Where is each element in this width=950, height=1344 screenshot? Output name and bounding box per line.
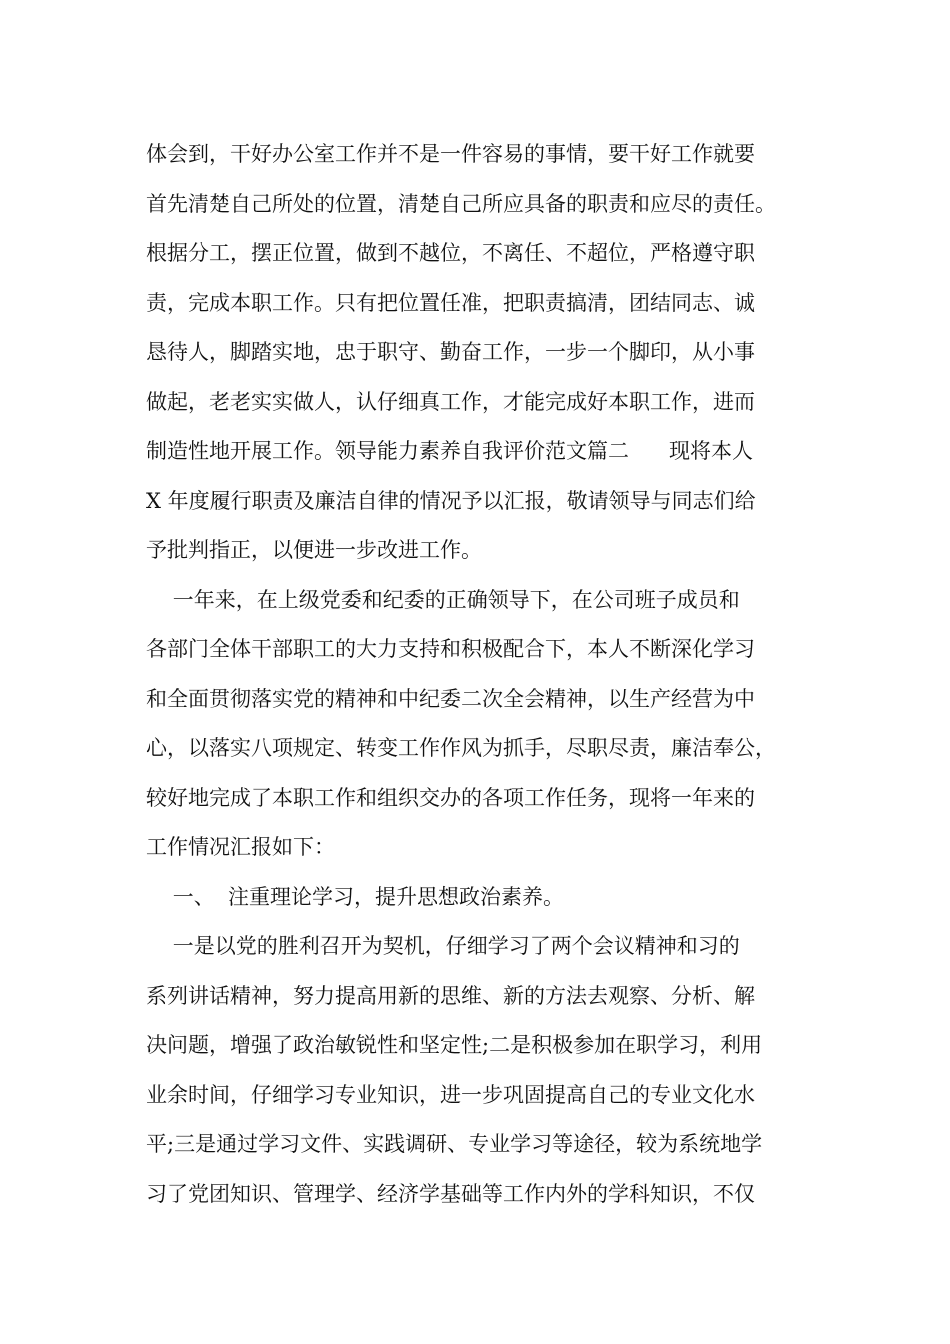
text-line: 一是以党的胜利召开为契机，仔细学习了两个会议精神和习的 <box>146 934 740 958</box>
text-line: 恳待人，脚踏实地，忠于职守、勤奋工作，一步一个脚印，从小事 <box>146 340 755 364</box>
text-line: 较好地完成了本职工作和组织交办的各项工作任务，现将一年来的 <box>146 785 755 810</box>
text-line: 工作情况汇报如下： <box>146 835 335 859</box>
text-line: 系列讲话精神，努力提高用新的思维、新的方法去观察、分析、解 <box>146 983 755 1008</box>
text-line: 首先清楚自己所处的位置，清楚自己所应具备的职责和应尽的责任。 <box>146 191 776 216</box>
text-line: 做起，老老实实做人，认仔细真工作，才能完成好本职工作，进而 <box>146 389 755 414</box>
text-line: 和全面贯彻落实党的精神和中纪委二次全会精神，以生产经营为中 <box>146 686 755 711</box>
text-line: 制造性地开展工作。领导能力素养自我评价范文篇二 现将本人 <box>146 439 754 463</box>
text-line: 决问题，增强了政治敏锐性和坚定性;二是积极参加在职学习，利用 <box>146 1033 763 1057</box>
text-line: 各部门全体干部职工的大力支持和积极配合下，本人不断深化学习 <box>146 637 755 661</box>
text-line: 业余时间，仔细学习专业知识，进一步巩固提高自己的专业文化水 <box>146 1082 755 1107</box>
text-line: 责，完成本职工作。只有把位置任准，把职责搞清，团结同志、诚 <box>146 290 755 315</box>
text-line: 平;三是通过学习文件、实践调研、专业学习等途径，较为系统地学 <box>146 1132 763 1156</box>
text-line: 一年来，在上级党委和纪委的正确领导下，在公司班子成员和 <box>146 587 740 612</box>
text-line: 一、 注重理论学习，提升思想政治素养。 <box>146 884 565 909</box>
text-line: 体会到，干好办公室工作并不是一件容易的事情，要干好工作就要 <box>146 142 755 166</box>
text-line: 根据分工，摆正位置，做到不越位，不离任、不超位，严格遵守职 <box>146 241 755 265</box>
document-body <box>146 130 826 1219</box>
text-line: 习了党团知识、管理学、经济学基础等工作内外的学科知识，不仅 <box>146 1181 755 1206</box>
text-line: 予批判指正，以便进一步改进工作。 <box>146 538 482 562</box>
text-line: X 年度履行职责及廉洁自律的情况予以汇报，敬请领导与同志们给 <box>146 488 756 513</box>
text-line: 心，以落实八项规定、转变工作作风为抓手，尽职尽责，廉洁奉公， <box>146 736 776 760</box>
